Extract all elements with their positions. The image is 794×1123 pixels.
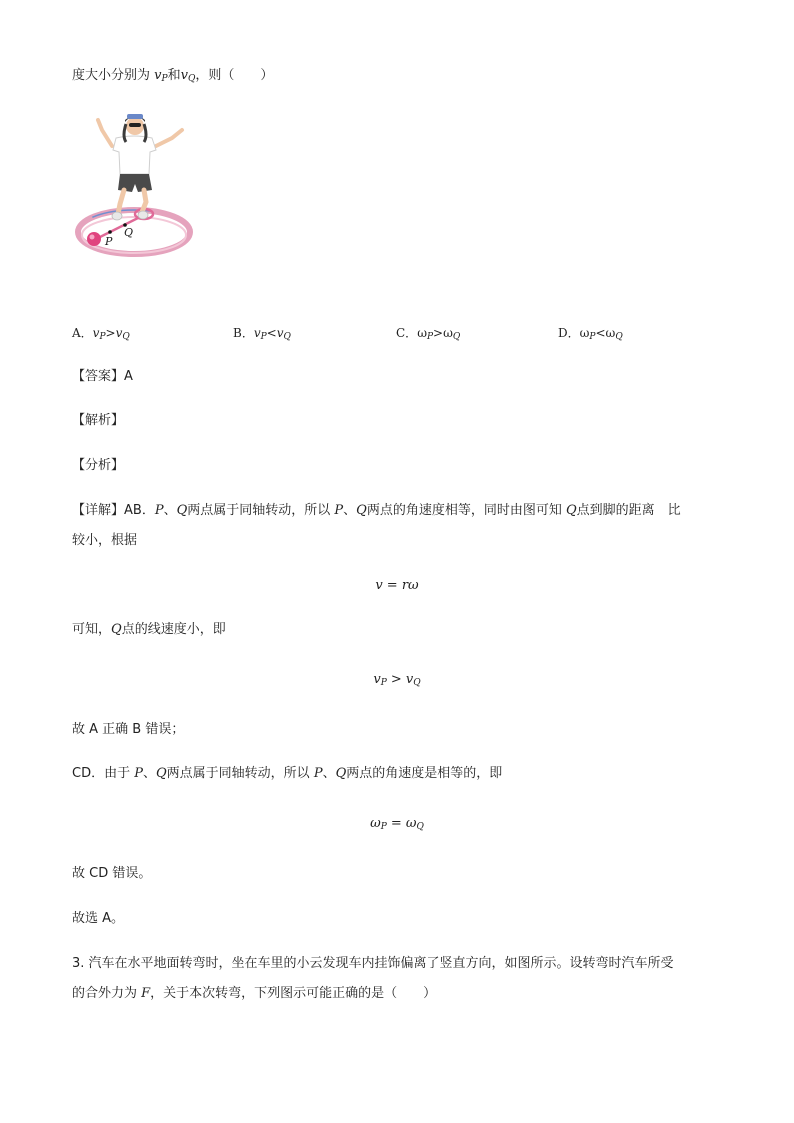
equation-wp-eq-wq: $\omega_P = \omega_Q$ [370,816,424,832]
option-d[interactable]: D．$\omega_P<\omega_Q$ [558,326,623,342]
fenxi-heading: 【分析】 [72,458,125,473]
figure-label-q: Q [124,226,134,239]
option-b[interactable]: B．$v_P<v_Q$ [233,326,291,342]
equation-vp-gt-vq: $v_P > v_Q$ [373,672,421,688]
q3-line-1: 3. 汽车在水平地面转弯时，坐在车里的小云发现车内挂饰偏离了竖直方向，如图所示。设转弯时汽车所受 [72,956,674,971]
detail-line-1: 【详解】AB．P、Q两点属于同轴转动，所以 P、Q两点的角速度相等，同时由图可知 Q点到脚的距离 比 [72,503,681,518]
q3-line-2: 的合外力为 F，关于本次转弯，下列图示可能正确的是（ ） [72,986,437,1001]
equation-v-r-omega: v = rω [375,578,419,593]
option-a[interactable]: A．$v_P>v_Q$ [72,326,130,342]
option-c[interactable]: C．$\omega_P>\omega_Q$ [396,326,461,342]
detail-line-6: 故 CD 错误。 [72,866,152,881]
q2-stem: 度大小分别为 $v_P$和$v_Q$，则（ ） [72,68,274,84]
analysis-heading: 【解析】 [72,413,125,428]
detail-line-4: 故 A 正确 B 错误； [72,722,185,737]
figure-label-p: P [105,235,113,248]
detail-line-3: 可知，Q点的线速度小，即 [72,622,226,637]
girl-skip-ball-figure [72,108,196,268]
detail-line-2: 较小，根据 [72,533,138,548]
detail-line-7: 故选 A。 [72,911,125,926]
answer-line: 【答案】A [72,369,133,384]
detail-line-5: CD．由于 P、Q两点属于同轴转动，所以 P、Q两点的角速度是相等的，即 [72,766,503,781]
